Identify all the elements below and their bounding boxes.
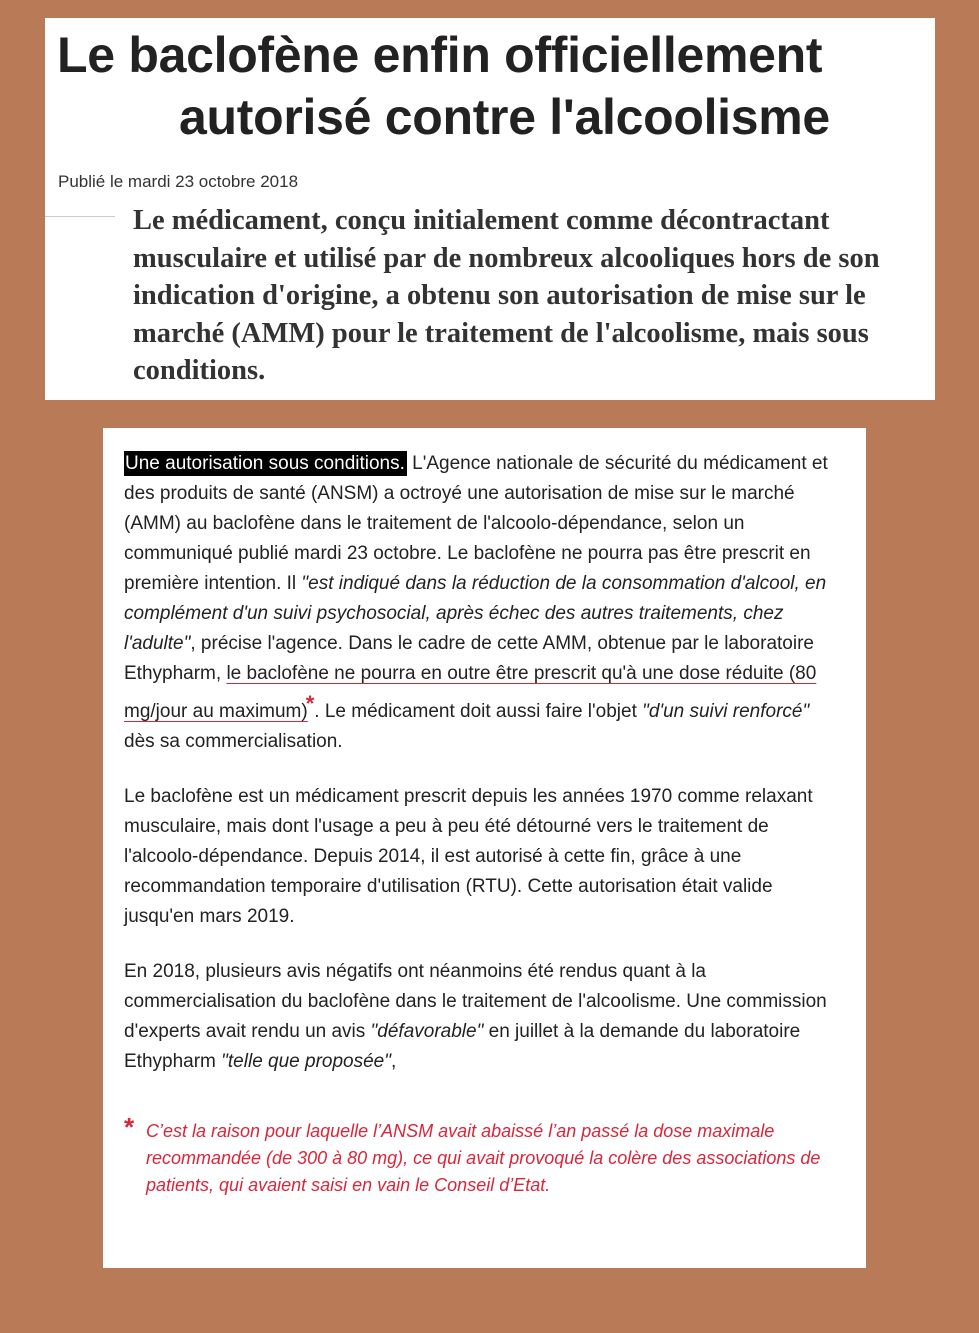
article-header-card (45, 18, 935, 400)
paragraph-2: Le baclofène est un médicament prescrit depuis les années 1970 comme relaxant musculaire, mais dont l'usage a peu à peu été détourné vers le traitement de l'alcoolo-dépendance. Depuis 2014, il est autorisé à cette fin, grâce à une recommandation temporaire d'utilisation (RTU). Cette autorisation était valide jusqu'en mars 2019. (124, 786, 813, 927)
paragraph-1 (124, 449, 844, 757)
publication-date: Publié le mardi 23 octobre 2018 (58, 172, 299, 191)
article-body-card (103, 428, 866, 1268)
footnote-text: C’est la raison pour laquelle l’ANSM avait abaissé l’an passé la dose maximale recommandée (de 300 à 80 mg), ce qui avait provoqué la colère des associations de patients, qui avaient saisi en vain le Conseil d’Etat. (146, 1121, 821, 1195)
paragraph-3-text-a: En 2018, plusieurs avis négatifs ont néanmoins été rendus quant à la commercialisation du baclofène dans le traitement de l'alcoolisme. Une commission d'experts avait rendu un avis (124, 961, 827, 1042)
paragraph-1-text-d: dès sa commercialisation. (124, 731, 343, 752)
footnote (124, 1112, 824, 1199)
divider (45, 216, 115, 217)
footnote-asterisk: * (124, 1112, 135, 1142)
article-body (124, 449, 844, 1102)
headline (57, 24, 927, 148)
paragraph-3-text-b: en juillet à la demande du laboratoire Ethypharm (124, 1021, 801, 1072)
paragraph-3 (124, 957, 844, 1077)
quote-defavorable: "défavorable" (370, 1021, 484, 1042)
footnote-marker: * (305, 691, 315, 716)
paragraph-3-text-c: , (391, 1051, 397, 1072)
quote-telle-que-proposee: "telle que proposée" (221, 1051, 391, 1072)
quote-indication: "est indiqué dans la réduction de la consommation d'alcool, en complément d'un suivi psychosocial, après échec des autres traitements, chez l'adulte" (124, 573, 827, 654)
paragraph-1-text-c: . Le médicament doit aussi faire l'objet (314, 701, 643, 722)
headline-line-2: autorisé contre l'alcoolisme (179, 89, 830, 145)
standfirst: Le médicament, conçu initialement comme décontractant musculaire et utilisé par de nombreux alcooliques hors de son indication d'origine, a obtenu son autorisation de mise sur le marché (AMM) pour le traitement de l'alcoolisme, mais sous conditions. (133, 205, 880, 386)
paragraph-1-text-a: L'Agence nationale de sécurité du médicament et des produits de santé (ANSM) a octroyé une autorisation de mise sur le marché (AMM) au baclofène dans le traitement de l'alcoolo-dépendance, selon un communiqué publié mardi 23 octobre. Le baclofène ne pourra pas être prescrit en première intention. Il (124, 453, 828, 594)
red-underlined-passage: le baclofène ne pourra en outre être prescrit qu'à une dose réduite (80 mg/jour au maximum) (124, 663, 817, 722)
highlighted-lead: Une autorisation sous conditions. (125, 453, 405, 474)
paragraph-1-text-b: , précise l'agence. Dans le cadre de cette AMM, obtenue par le laboratoire Ethypharm, (124, 633, 814, 684)
headline-line-1: Le baclofène enfin officiellement (57, 27, 823, 83)
quote-suivi: "d'un suivi renforcé" (642, 701, 810, 722)
